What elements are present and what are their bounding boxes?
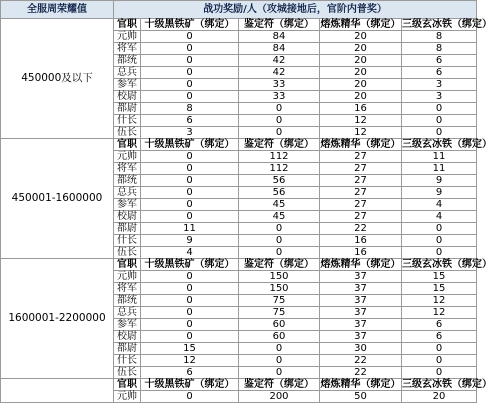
column-header[interactable]: 鉴定符（绑定） xyxy=(239,139,320,151)
value-cell[interactable]: 11 xyxy=(402,151,477,163)
rank-cell[interactable]: 校尉 xyxy=(114,211,141,223)
value-cell[interactable]: 6 xyxy=(402,331,477,343)
rank-cell[interactable]: 校尉 xyxy=(114,91,141,103)
value-cell[interactable]: 27 xyxy=(320,151,402,163)
honor-band-cell[interactable]: 450001-1600000 xyxy=(1,139,114,259)
subheader-row xyxy=(1,139,477,151)
value-cell[interactable]: 33 xyxy=(239,79,320,91)
value-cell[interactable]: 0 xyxy=(141,211,239,223)
rank-cell[interactable]: 将军 xyxy=(114,163,141,175)
value-cell[interactable]: 0 xyxy=(402,343,477,355)
rank-cell[interactable]: 元帅 xyxy=(114,391,141,403)
value-cell[interactable]: 0 xyxy=(239,343,320,355)
column-header[interactable]: 鉴定符（绑定） xyxy=(239,19,320,31)
value-cell[interactable]: 22 xyxy=(320,223,402,235)
value-cell[interactable]: 15 xyxy=(402,283,477,295)
column-header[interactable]: 官职 xyxy=(114,19,141,31)
value-cell[interactable]: 33 xyxy=(239,91,320,103)
value-cell[interactable]: 6 xyxy=(402,55,477,67)
rank-cell[interactable]: 都统 xyxy=(114,175,141,187)
value-cell[interactable]: 112 xyxy=(239,151,320,163)
value-cell[interactable]: 0 xyxy=(141,283,239,295)
rank-cell[interactable]: 什长 xyxy=(114,235,141,247)
value-cell[interactable]: 27 xyxy=(320,211,402,223)
value-cell[interactable]: 3 xyxy=(402,79,477,91)
column-header[interactable]: 三级玄冰铁（绑定） xyxy=(402,259,492,270)
value-cell[interactable]: 37 xyxy=(320,307,402,319)
value-cell[interactable]: 0 xyxy=(141,331,239,343)
value-cell[interactable]: 0 xyxy=(239,103,320,115)
rank-cell[interactable]: 都尉 xyxy=(114,343,141,355)
value-cell[interactable]: 0 xyxy=(141,271,239,283)
value-cell[interactable]: 0 xyxy=(402,223,477,235)
column-header[interactable]: 官职 xyxy=(114,259,141,271)
rank-cell[interactable]: 校尉 xyxy=(114,331,141,343)
value-cell[interactable]: 0 xyxy=(239,355,320,367)
value-cell[interactable]: 9 xyxy=(402,187,477,199)
value-cell[interactable]: 42 xyxy=(239,67,320,79)
rank-cell[interactable]: 总兵 xyxy=(114,307,141,319)
value-cell[interactable]: 12 xyxy=(402,295,477,307)
value-cell[interactable]: 0 xyxy=(141,67,239,79)
subheader-row xyxy=(1,259,477,271)
value-cell[interactable]: 6 xyxy=(141,115,239,127)
rank-cell[interactable]: 元帅 xyxy=(114,31,141,43)
value-cell[interactable]: 50 xyxy=(320,391,402,403)
rank-cell[interactable]: 总兵 xyxy=(114,187,141,199)
value-cell[interactable]: 4 xyxy=(141,247,239,259)
value-cell[interactable]: 6 xyxy=(402,67,477,79)
value-cell[interactable]: 0 xyxy=(402,247,477,259)
value-cell[interactable]: 16 xyxy=(320,247,402,259)
value-cell[interactable]: 75 xyxy=(239,307,320,319)
value-cell[interactable]: 0 xyxy=(402,115,477,127)
column-header[interactable]: 三级玄冰铁（绑定） xyxy=(402,19,492,30)
value-cell[interactable]: 0 xyxy=(141,319,239,331)
value-cell[interactable]: 0 xyxy=(239,235,320,247)
rank-cell[interactable]: 都尉 xyxy=(114,223,141,235)
rank-cell[interactable]: 参军 xyxy=(114,199,141,211)
rank-cell[interactable]: 总兵 xyxy=(114,67,141,79)
column-header[interactable]: 三级玄冰铁（绑定） xyxy=(402,139,492,150)
column-header[interactable]: 熔炼精华（绑定） xyxy=(320,379,401,390)
value-cell[interactable]: 0 xyxy=(141,31,239,43)
value-cell[interactable]: 27 xyxy=(320,199,402,211)
value-cell[interactable]: 22 xyxy=(320,355,402,367)
value-cell[interactable]: 8 xyxy=(141,103,239,115)
value-cell[interactable]: 0 xyxy=(141,163,239,175)
value-cell[interactable]: 6 xyxy=(402,319,477,331)
value-cell[interactable]: 9 xyxy=(402,175,477,187)
value-cell[interactable]: 6 xyxy=(141,367,239,379)
value-cell[interactable]: 37 xyxy=(320,295,402,307)
value-cell[interactable]: 75 xyxy=(239,295,320,307)
value-cell[interactable]: 0 xyxy=(402,367,477,379)
value-cell[interactable]: 3 xyxy=(402,91,477,103)
rank-cell[interactable]: 伍长 xyxy=(114,367,141,379)
value-cell[interactable]: 37 xyxy=(320,271,402,283)
honor-band-cell[interactable]: 450000及以下 xyxy=(1,19,114,139)
column-header[interactable]: 熔炼精华（绑定） xyxy=(320,139,401,150)
honor-band-cell[interactable]: 1600001-2200000 xyxy=(1,259,114,379)
value-cell[interactable]: 60 xyxy=(239,319,320,331)
value-cell[interactable]: 4 xyxy=(402,211,477,223)
value-cell[interactable]: 56 xyxy=(239,175,320,187)
value-cell[interactable]: 0 xyxy=(239,223,320,235)
value-cell[interactable]: 27 xyxy=(320,187,402,199)
value-cell[interactable]: 16 xyxy=(320,235,402,247)
value-cell[interactable]: 20 xyxy=(402,391,477,403)
value-cell[interactable]: 0 xyxy=(141,295,239,307)
value-cell[interactable]: 0 xyxy=(141,151,239,163)
rank-cell[interactable]: 伍长 xyxy=(114,247,141,259)
value-cell[interactable]: 56 xyxy=(239,187,320,199)
value-cell[interactable]: 12 xyxy=(402,307,477,319)
value-cell[interactable]: 37 xyxy=(320,283,402,295)
value-cell[interactable]: 200 xyxy=(239,391,320,403)
value-cell[interactable]: 0 xyxy=(402,235,477,247)
value-cell[interactable]: 20 xyxy=(320,55,402,67)
value-cell[interactable]: 0 xyxy=(141,391,239,403)
value-cell[interactable]: 0 xyxy=(141,187,239,199)
rank-cell[interactable]: 参军 xyxy=(114,319,141,331)
value-cell[interactable]: 60 xyxy=(239,331,320,343)
value-cell[interactable]: 27 xyxy=(320,175,402,187)
rank-cell[interactable]: 什长 xyxy=(114,355,141,367)
rank-cell[interactable]: 伍长 xyxy=(114,127,141,139)
column-header[interactable]: 官职 xyxy=(114,139,141,151)
value-cell[interactable]: 15 xyxy=(402,271,477,283)
value-cell[interactable]: 0 xyxy=(402,127,477,139)
header-honor-label[interactable]: 全服周荣耀值 xyxy=(1,1,114,19)
rank-cell[interactable]: 都统 xyxy=(114,295,141,307)
column-header[interactable]: 十级黑铁矿（绑定） xyxy=(141,139,239,151)
rank-cell[interactable]: 参军 xyxy=(114,79,141,91)
rank-cell[interactable]: 什长 xyxy=(114,115,141,127)
subheader-row xyxy=(1,19,477,31)
value-cell[interactable]: 9 xyxy=(141,235,239,247)
column-header[interactable]: 十级黑铁矿（绑定） xyxy=(141,19,239,31)
column-header[interactable]: 三级玄冰铁（绑定） xyxy=(402,379,492,390)
rank-cell[interactable]: 元帅 xyxy=(114,271,141,283)
value-cell[interactable]: 0 xyxy=(141,55,239,67)
value-cell[interactable]: 8 xyxy=(402,31,477,43)
value-cell[interactable]: 16 xyxy=(320,103,402,115)
value-cell[interactable]: 42 xyxy=(239,55,320,67)
rank-cell[interactable]: 都统 xyxy=(114,55,141,67)
column-header[interactable]: 熔炼精华（绑定） xyxy=(320,259,401,270)
value-cell[interactable]: 12 xyxy=(320,115,402,127)
value-cell[interactable]: 22 xyxy=(320,367,402,379)
column-header[interactable]: 熔炼精华（绑定） xyxy=(320,19,401,30)
value-cell[interactable]: 20 xyxy=(320,43,402,55)
value-cell[interactable]: 37 xyxy=(320,331,402,343)
value-cell[interactable]: 12 xyxy=(141,355,239,367)
value-cell[interactable]: 150 xyxy=(239,271,320,283)
value-cell[interactable]: 0 xyxy=(141,43,239,55)
header-row xyxy=(1,1,477,19)
value-cell[interactable]: 0 xyxy=(402,103,477,115)
value-cell[interactable]: 30 xyxy=(320,343,402,355)
value-cell[interactable]: 20 xyxy=(320,31,402,43)
header-reward-title[interactable]: 战功奖励/人（攻城接地后，官阶内普奖） xyxy=(114,1,477,19)
value-cell[interactable]: 0 xyxy=(141,307,239,319)
column-header[interactable]: 鉴定符（绑定） xyxy=(239,259,320,271)
column-header[interactable]: 鉴定符（绑定） xyxy=(239,379,320,391)
value-cell[interactable]: 0 xyxy=(141,79,239,91)
subheader-row xyxy=(1,379,477,391)
rank-cell[interactable]: 元帅 xyxy=(114,151,141,163)
value-cell[interactable]: 45 xyxy=(239,199,320,211)
value-cell[interactable]: 4 xyxy=(402,199,477,211)
rank-cell[interactable]: 都尉 xyxy=(114,103,141,115)
value-cell[interactable]: 0 xyxy=(239,247,320,259)
column-header[interactable]: 十级黑铁矿（绑定） xyxy=(141,259,239,271)
value-cell[interactable]: 27 xyxy=(320,163,402,175)
value-cell[interactable]: 11 xyxy=(141,223,239,235)
column-header[interactable]: 官职 xyxy=(114,379,141,391)
value-cell[interactable]: 112 xyxy=(239,163,320,175)
rank-cell[interactable]: 将军 xyxy=(114,43,141,55)
value-cell[interactable]: 3 xyxy=(141,127,239,139)
value-cell[interactable]: 0 xyxy=(239,367,320,379)
value-cell[interactable]: 8 xyxy=(402,43,477,55)
value-cell[interactable]: 15 xyxy=(141,343,239,355)
rank-cell[interactable]: 将军 xyxy=(114,283,141,295)
value-cell[interactable]: 0 xyxy=(239,115,320,127)
value-cell[interactable]: 84 xyxy=(239,43,320,55)
value-cell[interactable]: 12 xyxy=(320,127,402,139)
value-cell[interactable]: 0 xyxy=(402,355,477,367)
honor-band-cell[interactable] xyxy=(1,379,114,403)
value-cell[interactable]: 0 xyxy=(141,199,239,211)
value-cell[interactable]: 0 xyxy=(141,175,239,187)
value-cell[interactable]: 37 xyxy=(320,319,402,331)
value-cell[interactable]: 0 xyxy=(239,127,320,139)
value-cell[interactable]: 0 xyxy=(141,91,239,103)
value-cell[interactable]: 45 xyxy=(239,211,320,223)
value-cell[interactable]: 150 xyxy=(239,283,320,295)
value-cell[interactable]: 11 xyxy=(402,163,477,175)
value-cell[interactable]: 20 xyxy=(320,67,402,79)
value-cell[interactable]: 84 xyxy=(239,31,320,43)
value-cell[interactable]: 20 xyxy=(320,91,402,103)
value-cell[interactable]: 20 xyxy=(320,79,402,91)
column-header[interactable]: 十级黑铁矿（绑定） xyxy=(141,379,239,391)
